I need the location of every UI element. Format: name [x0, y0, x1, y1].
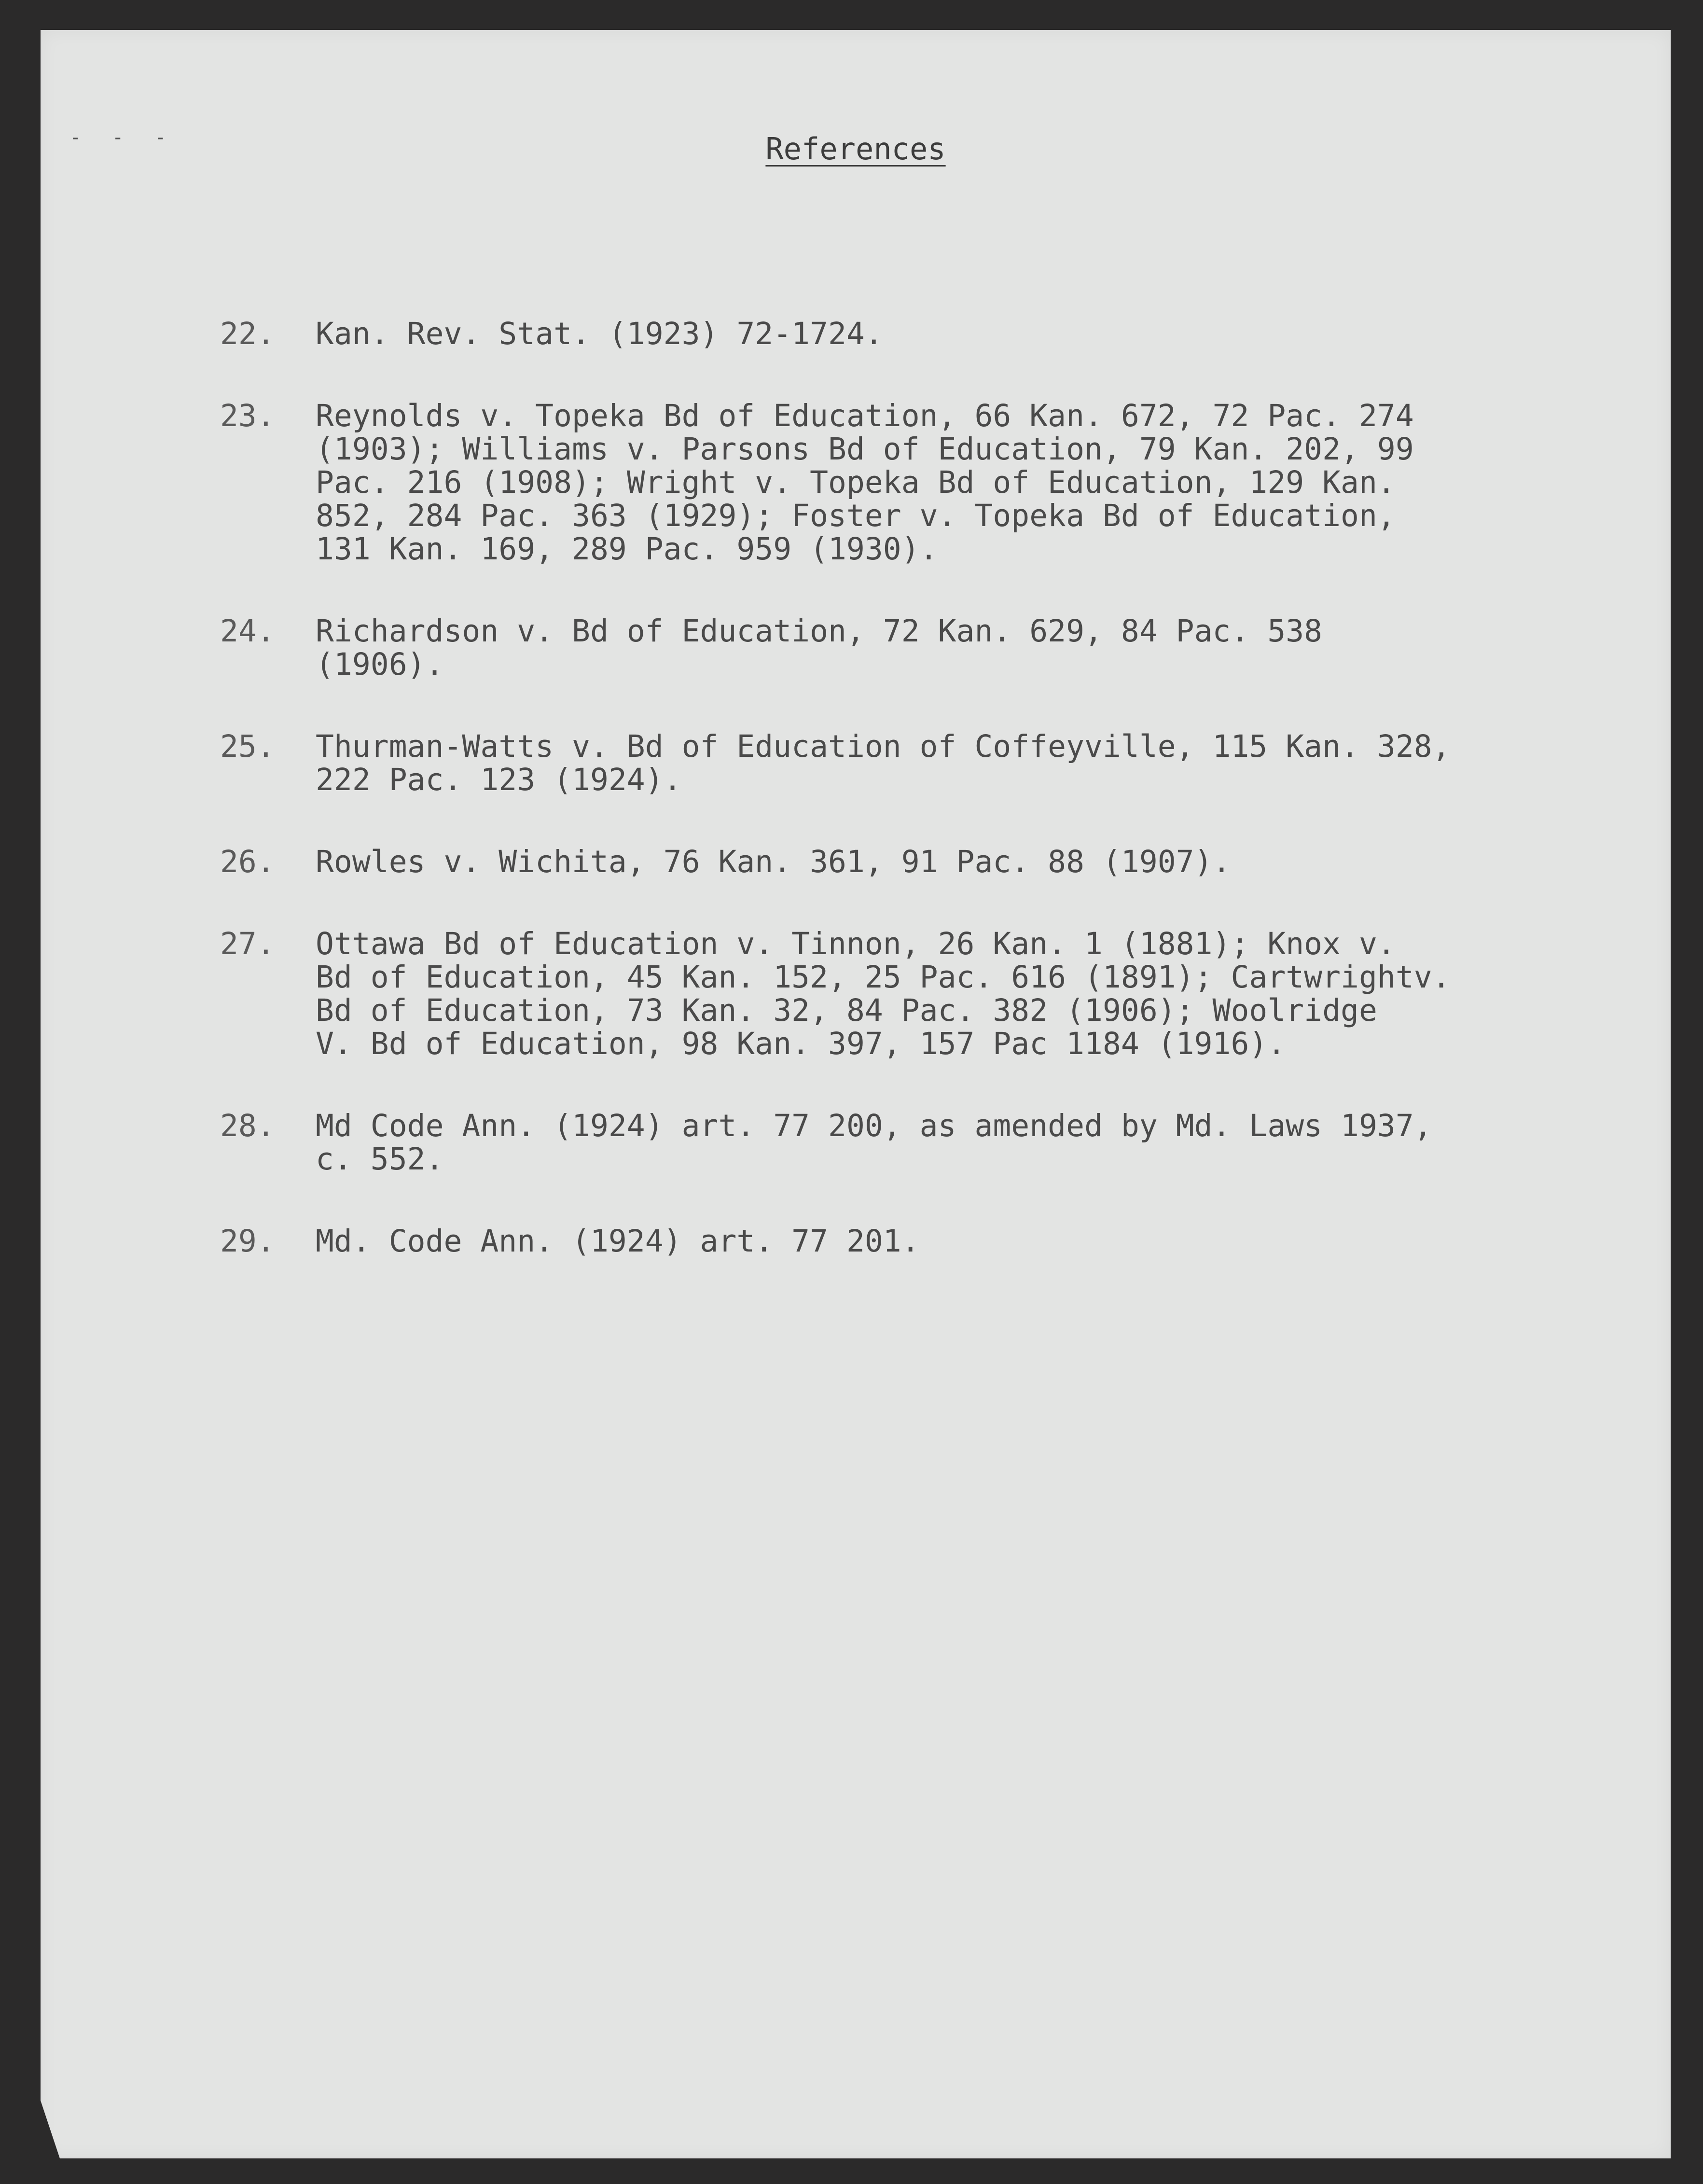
reference-item — [220, 1109, 1571, 1176]
reference-number: 27. — [220, 926, 275, 961]
reference-number: 23. — [220, 398, 275, 433]
page-corner-fold — [41, 2101, 60, 2158]
reference-number: 25. — [220, 729, 275, 764]
reference-number: 29. — [220, 1224, 275, 1259]
reference-number: 26. — [220, 844, 275, 879]
reference-item — [220, 1224, 1571, 1258]
page-title: References — [765, 131, 946, 167]
reference-text: Md. Code Ann. (1924) art. 77 201. — [316, 1224, 920, 1259]
reference-text: Rowles v. Wichita, 76 Kan. 361, 91 Pac. 88 (1907). — [316, 844, 1231, 879]
reference-number: 24. — [220, 613, 275, 649]
reference-item — [220, 845, 1571, 878]
reference-text: Ottawa Bd of Education v. Tinnon, 26 Kan. 1 (1881); Knox v. Bd of Education, 45 Kan. 152, 25 Pac. 616 (1891); Cartwrightv. Bd of Education, 73 Kan. 32, 84 Pac. 382 (1906); Woolridge V. Bd of Education, 98 Kan. 397, 157 Pac 1184 (1916). — [316, 926, 1451, 1061]
reference-text: Reynolds v. Topeka Bd of Education, 66 Kan. 672, 72 Pac. 274 (1903); Williams v. Parsons Bd of Education, 79 Kan. 202, 99 Pac. 216 (1908); Wright v. Topeka Bd of Education, 129 Kan. 852, 284 Pac. 363 (1929); Foster v. Topeka Bd of Education, 131 Kan. 169, 289 Pac. 959 (1930). — [316, 398, 1414, 567]
reference-item — [220, 927, 1571, 1060]
reference-number: 22. — [220, 316, 275, 351]
reference-item — [220, 730, 1571, 796]
reference-item — [220, 399, 1571, 566]
reference-text: Md Code Ann. (1924) art. 77 200, as amended by Md. Laws 1937, c. 552. — [316, 1108, 1432, 1177]
reference-number: 28. — [220, 1108, 275, 1143]
reference-text: Kan. Rev. Stat. (1923) 72-1724. — [316, 316, 883, 351]
document-page — [41, 30, 1671, 2158]
reference-list — [220, 317, 1571, 1307]
reference-text: Thurman-Watts v. Bd of Education of Coffeyville, 115 Kan. 328, 222 Pac. 123 (1924). — [316, 729, 1451, 797]
reference-item — [220, 317, 1571, 350]
reference-item — [220, 614, 1571, 681]
reference-text: Richardson v. Bd of Education, 72 Kan. 629, 84 Pac. 538 (1906). — [316, 613, 1323, 682]
stray-marks: - - - — [69, 126, 176, 149]
